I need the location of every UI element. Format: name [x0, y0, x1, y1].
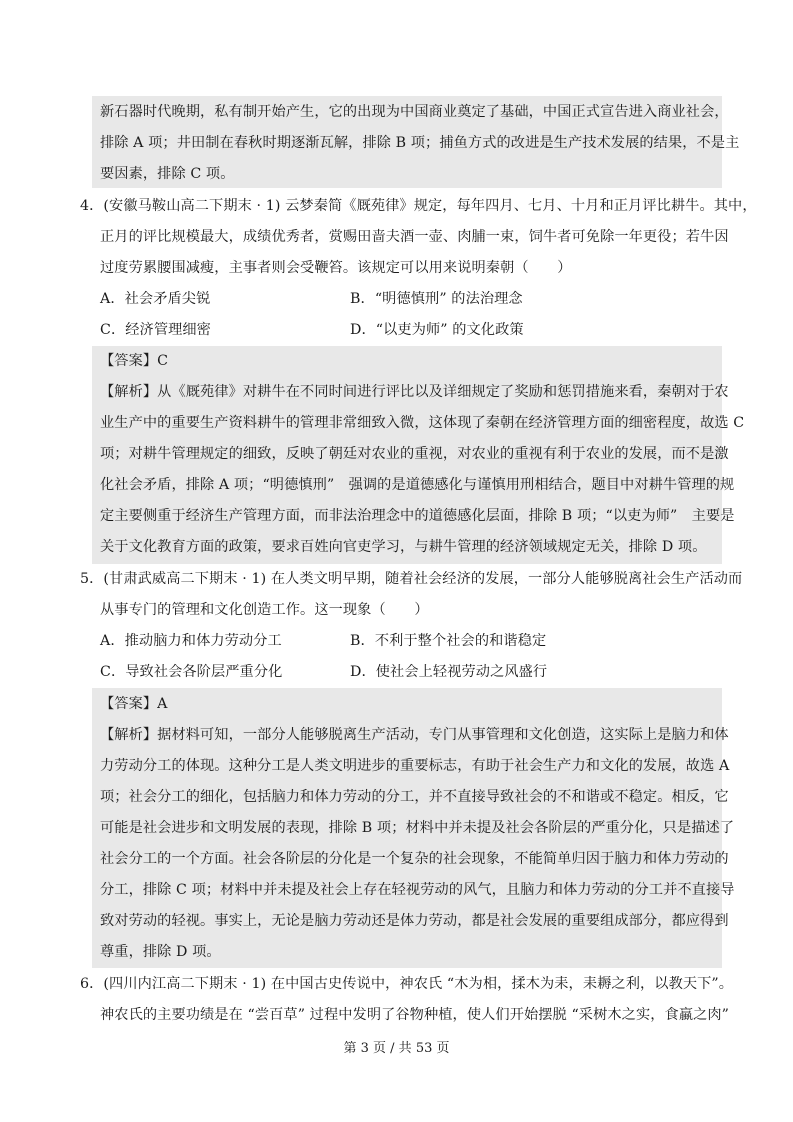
question-4-answer: 【答案】C [100, 353, 169, 369]
question-5-analysis-line: 致对劳动的轻视。事实上，无论是脑力劳动还是体力劳动，都是社会发展的重要组成部分，都应得到 [100, 913, 729, 929]
question-5-analysis-line: 尊重，排除 D 项。 [100, 944, 221, 960]
question-4-analysis-line: 关于文化教育方面的政策，要求百姓向官吏学习，与耕牛管理的经济领域规定无关，排除 D 项。 [100, 539, 707, 555]
prev-analysis-line: 排除 A 项；井田制在春秋时期逐渐瓦解，排除 B 项；捕鱼方式的改进是生产技术发展的结果，不是主 [100, 135, 740, 151]
question-5-option-b: B．不利于整个社会的和谐稳定 [350, 633, 547, 649]
question-4-analysis-line: 【解析】从《厩苑律》对耕牛在不同时间进行评比以及详细规定了奖励和惩罚措施来看，秦朝对于农 [100, 384, 729, 400]
question-5-analysis-line: 力劳动分工的体现。这种分工是人类文明进步的重要标志，有助于社会生产力和文化的发展，故选 A [100, 758, 730, 774]
page-number: 第 3 页 / 共 53 页 [343, 1041, 450, 1056]
question-5-option-c: C．导致社会各阶层严重分化 [100, 664, 283, 680]
question-4-option-b: B．“明德慎刑” 的法治理念 [350, 291, 523, 307]
question-5-answer: 【答案】A [100, 696, 168, 712]
question-5-analysis-line: 分工，排除 C 项；材料中并未提及社会上存在轻视劳动的风气，且脑力和体力劳动的分工并不直接导 [100, 882, 735, 898]
question-5-analysis-line: 社会分工的一个方面。社会各阶层的分化是一个复杂的社会现象，不能简单归因于脑力和体力劳动的 [100, 851, 729, 867]
question-5-analysis-line: 【解析】据材料可知，一部分人能够脱离生产活动，专门从事管理和文化创造，这实际上是脑力和体 [100, 727, 729, 743]
question-5-stem: 5．(甘肃武威高二下期末 · 1) 在人类文明早期，随着社会经济的发展，一部分人能够脱离社会生产活动而 [80, 571, 743, 587]
question-4-stem: 正月的评比规模最大，成绩优秀者，赏赐田啬夫酒一壶、肉脯一束，饲牛者可免除一年更役；若牛因 [100, 229, 729, 245]
question-5-option-d: D．使社会上轻视劳动之风盛行 [350, 664, 548, 680]
prev-analysis-line: 要因素，排除 C 项。 [100, 166, 235, 182]
question-4-analysis-line: 化社会矛盾，排除 A 项；“明德慎刑” 强调的是道德感化与谨慎用刑相结合，题目中对耕牛管理的规 [100, 477, 735, 493]
question-5-analysis-line: 可能是社会进步和文明发展的表现，排除 B 项；材料中并未提及社会各阶层的严重分化，只是描述了 [100, 820, 735, 836]
question-4-analysis-line: 业生产中的重要生产资料耕牛的管理非常细致入微，这体现了秦朝在经济管理方面的细密程度，故选 C [100, 415, 745, 431]
question-6-stem: 6．(四川内江高二下期末 · 1) 在中国古史传说中，神农氏 “木为相，揉木为耒，耒耨之利，以教天下”。 [80, 976, 734, 992]
question-5-analysis-line: 项；社会分工的细化，包括脑力和体力劳动的分工，并不直接导致社会的不和谐或不稳定。相反，它 [100, 789, 729, 805]
question-6-stem: 神农氏的主要功绩是在 “尝百草” 过程中发明了谷物种植，使人们开始摆脱 “采树木之实，食蠃之肉” [100, 1007, 730, 1023]
prev-analysis-line: 新石器时代晚期，私有制开始产生，它的出现为中国商业奠定了基础，中国正式宣告进入商业社会， [100, 104, 729, 120]
question-4-stem: 4．(安徽马鞍山高二下期末 · 1) 云梦秦简《厩苑律》规定，每年四月、七月、十月和正月评比耕牛。其中， [80, 198, 757, 214]
question-5-option-a: A．推动脑力和体力劳动分工 [100, 633, 282, 649]
question-4-option-d: D．“以吏为师” 的文化政策 [350, 322, 524, 338]
question-4-analysis-line: 项；对耕牛管理规定的细致，反映了朝廷对农业的重视，对农业的重视有利于农业的发展，而不是激 [100, 446, 729, 462]
question-4-option-a: A．社会矛盾尖锐 [100, 291, 211, 307]
question-5-stem: 从事专门的管理和文化创造工作。这一现象（ ） [100, 602, 429, 618]
question-4-analysis-line: 定主要侧重于经济生产管理方面，而非法治理念中的道德感化层面，排除 B 项；“以吏为师” 主要是 [100, 508, 735, 524]
question-4-option-c: C．经济管理细密 [100, 322, 211, 338]
question-4-stem: 过度劳累腰围减瘦，主事者则会受鞭笞。该规定可以用来说明秦朝（ ） [100, 260, 572, 276]
